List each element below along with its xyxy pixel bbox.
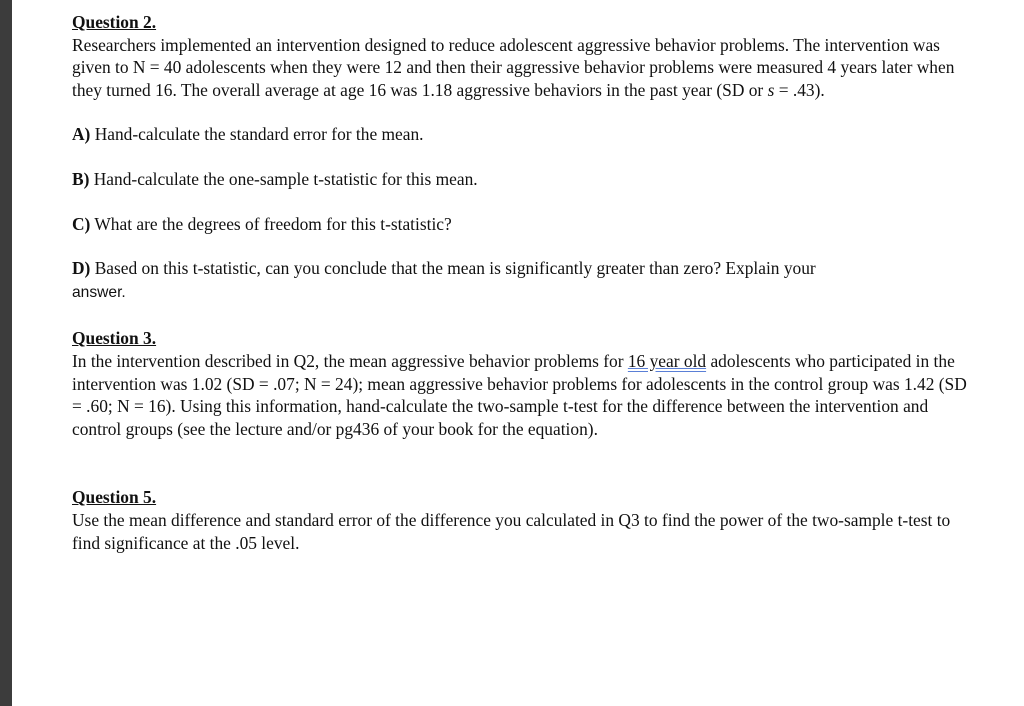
question-2-part-d: D) Based on this t-statistic, can you conclude that the mean is significantly greater than zero? Explain your answer.	[72, 258, 816, 301]
question-3-body: In the intervention described in Q2, the mean aggressive behavior problems for 16 year old adolescents who participated in the intervention was 1.02 (SD = .07; N = 24); mean aggressive behavior problems for adolescents in the control group was 1.42 (SD = .60; N = 16). Using this information, hand-calculate the two-sample t-test for the difference between the intervention and control groups (see the lecture and/or pg436 of your book for the equation).	[72, 350, 967, 439]
question-3-heading: Question 3.	[72, 328, 157, 349]
spellcheck-underline[interactable]: 16 year old	[627, 350, 707, 371]
document-page	[72, 11, 972, 554]
question-2-body: Researchers implemented an intervention designed to reduce adolescent aggressive behavior problems. The intervention was given to N = 40 adolescents when they were 12 and then their aggressive behavior problems were measured 4 years later when they turned 16. The overall average at age 16 was 1.18 aggressive behaviors in the past year (SD or s = .43).	[72, 34, 955, 100]
question-2-part-c: C) What are the degrees of freedom for this t-statistic?	[72, 213, 452, 234]
question-2-heading: Question 2.	[72, 12, 157, 32]
question-5-body: Use the mean difference and standard error of the difference you calculated in Q3 to find the power of the two-sample t-test to find significance at the .05 level.	[72, 509, 951, 553]
window-edge-bar	[0, 0, 12, 706]
question-2-part-a: A) Hand-calculate the standard error for the mean.	[72, 124, 424, 145]
question-5-heading: Question 5.	[72, 487, 157, 508]
question-2-part-b: B) Hand-calculate the one-sample t-statistic for this mean.	[72, 168, 478, 189]
